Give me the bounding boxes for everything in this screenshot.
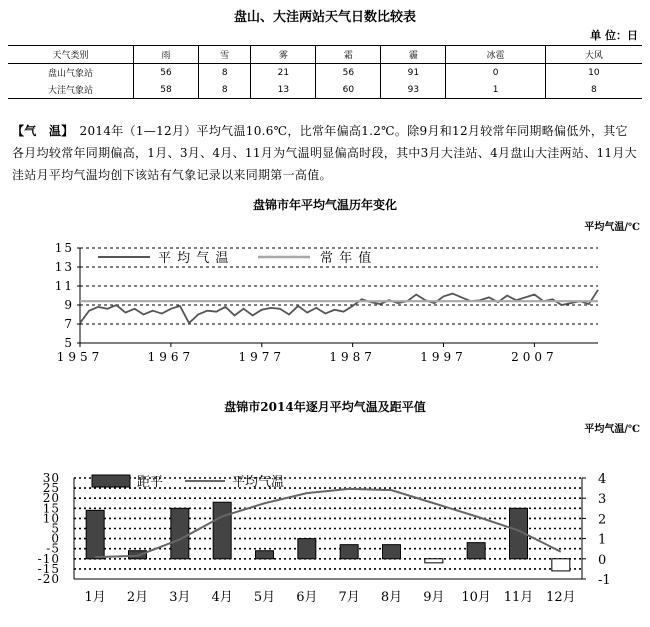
table-cell: 56 xyxy=(316,64,381,82)
annual-temperature-chart xyxy=(0,236,650,376)
anomaly-bar xyxy=(383,545,401,559)
table-header-cell: 霾 xyxy=(381,46,446,64)
table-unit: 单 位：日 xyxy=(590,29,638,42)
temperature-paragraph xyxy=(12,120,640,186)
table-cell: 大洼气象站 xyxy=(8,81,134,99)
table-header-cell: 雾 xyxy=(251,46,316,64)
table-header-cell: 大风 xyxy=(584,51,603,61)
table-header-cell: 雨 xyxy=(134,46,199,64)
left-tick-label: 30 xyxy=(42,471,60,485)
monthly-temperature-chart xyxy=(0,466,650,626)
month-label: 7月 xyxy=(338,590,360,605)
anomaly-bar xyxy=(86,510,104,558)
left-tick-label: -20 xyxy=(37,572,60,586)
table-cell: 21 xyxy=(251,64,316,82)
table-header-cell: 天气类别 xyxy=(8,46,134,64)
table-cell: 93 xyxy=(381,81,446,99)
table-row xyxy=(8,81,642,99)
mean-temp-line xyxy=(95,489,561,557)
left-tick-label: 0 xyxy=(51,531,60,546)
month-label: 12月 xyxy=(546,590,576,605)
left-tick-label: -5 xyxy=(46,541,60,556)
month-label: 2月 xyxy=(126,590,149,605)
left-tick-label: 15 xyxy=(42,501,60,516)
y-tick-label: 9 xyxy=(64,298,74,312)
table-cell: 56 xyxy=(134,64,199,82)
legend-label-mean: 平 均 气 温 xyxy=(158,251,230,266)
y-tick-label: 5 xyxy=(64,336,74,350)
chart2-unit: 平均气温/℃ xyxy=(584,424,640,435)
left-tick-label: 10 xyxy=(42,511,60,526)
left-tick-label: -10 xyxy=(37,551,60,566)
legend-label-anomaly: 距平 xyxy=(137,475,164,490)
y-tick-label: 7 xyxy=(64,317,74,331)
anomaly-bar xyxy=(467,543,485,559)
table-cell: 10 xyxy=(588,67,600,78)
right-tick-label: 4 xyxy=(598,472,607,487)
chart2-title: 盘锦市2014年逐月平均气温及距平值 xyxy=(224,400,426,414)
anomaly-bar xyxy=(213,502,231,559)
anomaly-bar xyxy=(171,508,189,559)
right-tick-label: 0 xyxy=(598,552,607,568)
month-label: 1月 xyxy=(84,590,106,605)
month-label: 10月 xyxy=(461,590,491,605)
table-cell: 8 xyxy=(199,64,251,82)
month-label: 8月 xyxy=(380,590,403,605)
right-tick-label: 2 xyxy=(598,512,607,528)
y-tick-label: 11 xyxy=(54,279,74,293)
table-cell: 0 xyxy=(446,64,545,82)
weather-days-table xyxy=(8,45,642,99)
paragraph-label: 【气 温】 xyxy=(12,124,74,138)
table-cell: 8 xyxy=(591,84,597,95)
month-label: 6月 xyxy=(296,590,318,605)
paragraph-text: 2014年（1—12月）平均气温10.6℃，比常年偏高1.2℃。除9月和12月较常年同期略偏低外，其它各月均较常年同期偏高，1月、3月、4月、11月为气温明显偏高时段，其中3月大洼站、4月盘山大洼两站、11月大洼站月平均气温均创下该站有气象记录以来同期第一高值。 xyxy=(12,124,637,182)
table-cell: 58 xyxy=(134,81,199,99)
anomaly-bar xyxy=(552,559,570,571)
month-label: 5月 xyxy=(253,590,276,605)
x-tick-label: 1997 xyxy=(420,350,467,364)
anomaly-bar xyxy=(425,559,443,563)
month-label: 9月 xyxy=(423,590,445,605)
left-tick-label: 20 xyxy=(42,491,60,506)
table-header-cell: 霜 xyxy=(316,46,381,64)
chart1-title: 盘锦市年平均气温历年变化 xyxy=(252,198,397,212)
x-tick-label: 1967 xyxy=(147,350,195,364)
anomaly-bar xyxy=(256,551,274,559)
month-label: 11月 xyxy=(503,590,534,605)
legend-label-mean-temp: 平均气温 xyxy=(232,475,285,490)
table-cell: 盘山气象站 xyxy=(8,64,134,82)
annual-mean-line xyxy=(80,290,598,323)
legend-label-normal: 常 年 值 xyxy=(320,251,373,266)
table-cell: 8 xyxy=(199,81,251,99)
y-tick-label: 13 xyxy=(54,260,74,274)
left-tick-label: 5 xyxy=(51,521,60,536)
table-header-cell: 雪 xyxy=(199,46,251,64)
anomaly-bar xyxy=(298,539,316,559)
table-cell: 60 xyxy=(316,81,381,99)
month-label: 3月 xyxy=(169,590,191,605)
left-tick-label: -15 xyxy=(37,561,60,576)
right-tick-label: 1 xyxy=(598,532,607,548)
x-tick-label: 2007 xyxy=(511,350,558,364)
table-header-row xyxy=(8,46,642,64)
table-header-cell: 冰雹 xyxy=(446,46,545,64)
chart1-unit: 平均气温/℃ xyxy=(584,222,640,233)
right-tick-label: -1 xyxy=(598,573,611,588)
right-tick-label: 3 xyxy=(598,492,607,508)
table-title: 盘山、大洼两站天气日数比较表 xyxy=(233,10,416,25)
anomaly-bar xyxy=(340,545,358,559)
table-cell: 1 xyxy=(446,81,545,99)
x-tick-label: 1957 xyxy=(56,350,104,364)
x-tick-label: 1977 xyxy=(238,350,286,364)
table-row xyxy=(8,64,642,82)
y-tick-label: 15 xyxy=(54,241,74,255)
table-cell: 13 xyxy=(251,81,316,99)
x-tick-label: 1987 xyxy=(329,350,376,364)
table-cell: 91 xyxy=(381,64,446,82)
legend-swatch-anomaly xyxy=(92,475,130,487)
left-tick-label: 25 xyxy=(42,481,60,496)
month-label: 4月 xyxy=(211,590,233,605)
